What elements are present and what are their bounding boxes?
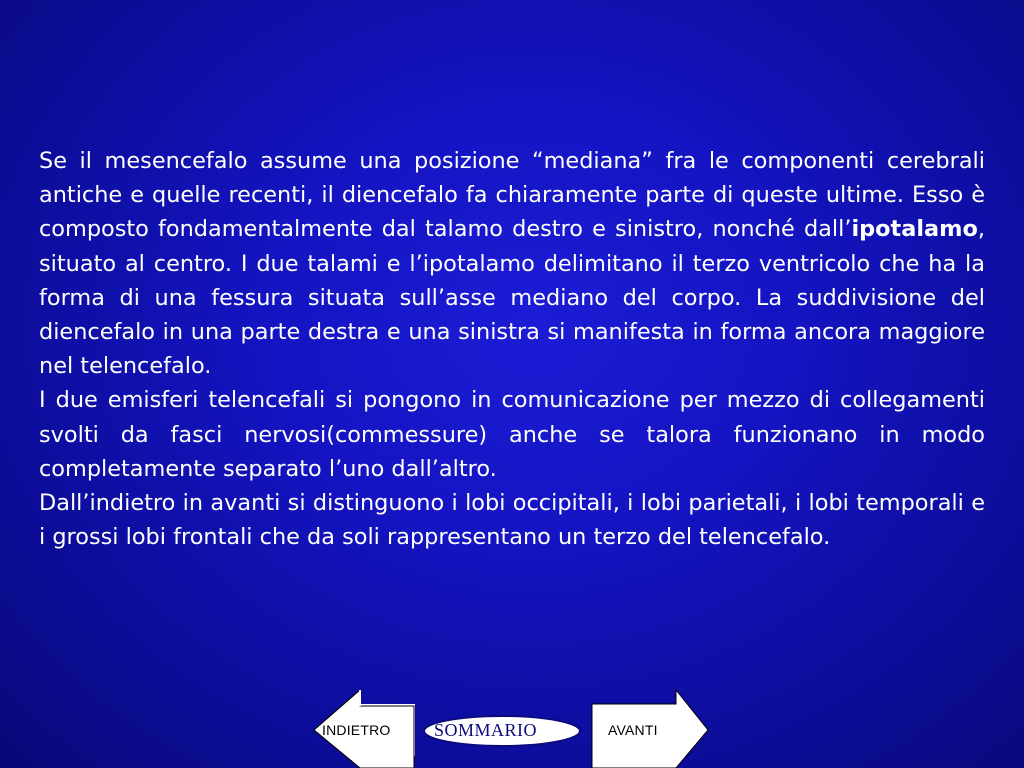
next-button[interactable]: [590, 688, 710, 768]
next-button-label: AVANTI: [608, 722, 658, 738]
keyword-ipotalamo: ipotalamo: [851, 216, 978, 243]
summary-button-label: SOMMARIO: [434, 720, 538, 740]
paragraph-1-text-end: , situato al centro. I due talami e l’ipotalamo delimitano il terzo ventricolo che ha la forma di una fessura situata sull’asse mediano del corpo. La suddivisione del diencefalo in una parte destra e una sinistra si manifesta in forma ancora maggiore nel telencefalo.: [39, 216, 985, 380]
back-button-label: INDIETRO: [322, 722, 391, 738]
back-button[interactable]: [310, 688, 420, 768]
paragraph-3: Dall’indietro in avanti si distinguono i lobi occipitali, i lobi parietali, i lobi temporali e i grossi lobi frontali che da soli rappresentano un terzo del telencefalo.: [39, 490, 985, 551]
summary-button[interactable]: [422, 714, 582, 748]
paragraph-1-text-start: Se il mesencefalo assume una posizione “mediana” fra le componenti cerebrali antiche e quelle recenti, il diencefalo fa chiaramente parte di queste ultime. Esso è composto fondamentalmente dal talamo destro e sinistro, nonché dall’: [39, 148, 985, 243]
slide-body: [39, 144, 985, 554]
paragraph-2: I due emisferi telencefali si pongono in comunicazione per mezzo di collegamenti svolti da fasci nervosi(commessure) anche se talora funzionano in modo completamente separato l’uno dall’altro.: [39, 387, 985, 482]
paragraph-1: [39, 144, 985, 383]
